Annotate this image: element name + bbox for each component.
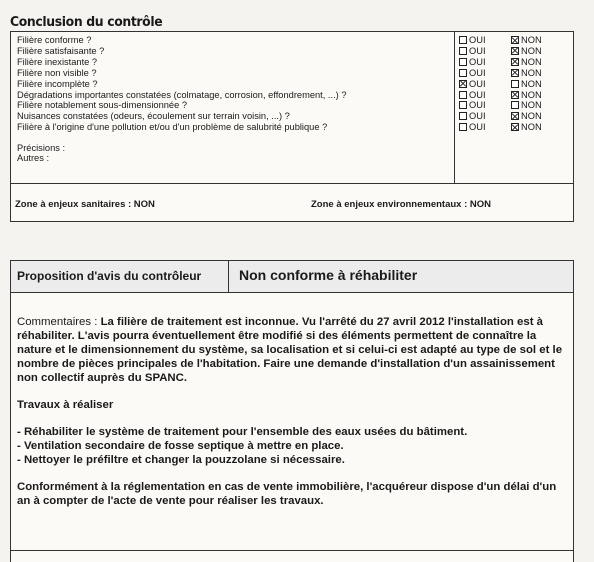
oui-checkbox[interactable]: [459, 47, 467, 55]
non-checkbox[interactable]: [511, 123, 519, 131]
checks-area: [11, 32, 573, 183]
non-option[interactable]: [511, 122, 542, 133]
oui-checkbox[interactable]: [459, 58, 467, 66]
commentaires-prefix: Commentaires :: [17, 316, 101, 328]
oui-label: OUI: [469, 100, 486, 111]
non-checkbox[interactable]: [511, 58, 519, 66]
non-option[interactable]: [511, 57, 542, 68]
non-option[interactable]: [511, 79, 542, 90]
oui-option[interactable]: [459, 100, 486, 111]
proposition-header: [11, 261, 573, 293]
non-checkbox[interactable]: [511, 36, 519, 44]
non-option[interactable]: [511, 100, 542, 111]
zone-sanitaires: Zone à enjeux sanitaires : NON: [15, 199, 155, 210]
oui-option[interactable]: [459, 122, 486, 133]
oui-option[interactable]: [459, 68, 486, 79]
non-checkbox[interactable]: [511, 47, 519, 55]
non-option[interactable]: [511, 68, 542, 79]
non-option[interactable]: [511, 35, 542, 46]
non-label: NON: [521, 56, 542, 67]
section-title: Conclusion du contrôle: [10, 14, 163, 30]
autres-label: Autres :: [17, 153, 50, 163]
check-label: Filière à l'origine d'une pollution et/ou d'un problème de salubrité publique ?: [17, 122, 328, 133]
control-conclusion-box: [10, 31, 574, 222]
oui-checkbox[interactable]: [459, 101, 467, 109]
oui-checkbox[interactable]: [459, 36, 467, 44]
oui-checkbox[interactable]: [459, 112, 467, 120]
divider: [11, 183, 573, 184]
non-checkbox[interactable]: [511, 69, 519, 77]
oui-option[interactable]: [459, 35, 486, 46]
non-label: NON: [521, 122, 542, 133]
commentaires-text: La filière de traitement est inconnue. Vu l'arrêté du 27 avril 2012 l'installation est à réhabiliter. L'avis pourra éventuellement être modifié si des éléments permettent de connaître la nature et le dimensionnement du système, sa localisation et si celui-ci est adapté au type de sol et le nombre de pièces principales de l'habitation. Faire une demande d'installation d'un assainissement non collectif auprès du SPANC.: [17, 316, 563, 384]
non-checkbox[interactable]: [511, 80, 519, 88]
non-option[interactable]: [511, 46, 542, 57]
oui-checkbox[interactable]: [459, 91, 467, 99]
non-checkbox[interactable]: [511, 91, 519, 99]
oui-option[interactable]: [459, 46, 486, 57]
check-label: Nuisances constatées (odeurs, écoulement sur terrain voisin, ...) ?: [17, 111, 290, 122]
non-option[interactable]: [511, 111, 542, 122]
check-label: Filière conforme ?: [17, 35, 92, 45]
oui-label: OUI: [469, 67, 486, 78]
travaux-item: - Ventilation secondaire de fosse septique à mettre en place.: [17, 440, 344, 452]
oui-label: OUI: [469, 89, 486, 100]
proposition-body: [17, 315, 567, 508]
check-label: Filière inexistante ?: [17, 56, 98, 67]
oui-option[interactable]: [459, 111, 486, 122]
oui-label: OUI: [469, 78, 486, 89]
non-label: NON: [521, 35, 542, 45]
proposition-label: Proposition d'avis du contrôleur: [11, 261, 229, 292]
travaux-item: - Réhabiliter le système de traitement pour l'ensemble des eaux usées du bâtiment.: [17, 426, 468, 438]
non-checkbox[interactable]: [511, 112, 519, 120]
commentaires-paragraph: [17, 315, 567, 385]
oui-checkbox[interactable]: [459, 123, 467, 131]
oui-label: OUI: [469, 122, 486, 133]
oui-label: OUI: [469, 45, 486, 56]
precisions-label: Précisions :: [17, 143, 66, 153]
proposition-value: Non conforme à réhabiliter: [239, 267, 418, 283]
oui-option[interactable]: [459, 57, 486, 68]
non-label: NON: [521, 67, 542, 78]
bottom-line: [11, 550, 573, 551]
travaux-title: Travaux à réaliser: [17, 399, 114, 411]
non-label: NON: [521, 111, 542, 122]
zone-environnementaux: Zone à enjeux environnementaux : NON: [311, 199, 492, 210]
oui-option[interactable]: [459, 90, 486, 101]
oui-checkbox[interactable]: [459, 69, 467, 77]
check-label: Dégradations importantes constatées (colmatage, corrosion, effondrement, ...) ?: [17, 89, 347, 100]
non-label: NON: [521, 78, 542, 89]
travaux-item: - Nettoyer le préfiltre et changer la pouzzolane si nécessaire.: [17, 454, 345, 466]
non-checkbox[interactable]: [511, 101, 519, 109]
check-label: Filière notablement sous-dimensionnée ?: [17, 100, 188, 111]
non-label: NON: [521, 100, 542, 111]
oui-checkbox[interactable]: [459, 80, 467, 88]
conformement-text: Conformément à la réglementation en cas de vente immobilière, l'acquéreur dispose d'un délai d'un an à compter de l'acte de vente pour réaliser les travaux.: [17, 481, 557, 507]
oui-option[interactable]: [459, 79, 486, 90]
proposition-box: [10, 260, 574, 562]
check-label: Filière satisfaisante ?: [17, 45, 105, 56]
check-label: Filière incomplète ?: [17, 78, 98, 89]
oui-label: OUI: [469, 35, 486, 45]
non-label: NON: [521, 45, 542, 56]
non-label: NON: [521, 89, 542, 100]
check-label: Filière non visible ?: [17, 67, 97, 78]
column-divider: [454, 32, 455, 183]
non-option[interactable]: [511, 90, 542, 101]
oui-label: OUI: [469, 111, 486, 122]
oui-label: OUI: [469, 56, 486, 67]
